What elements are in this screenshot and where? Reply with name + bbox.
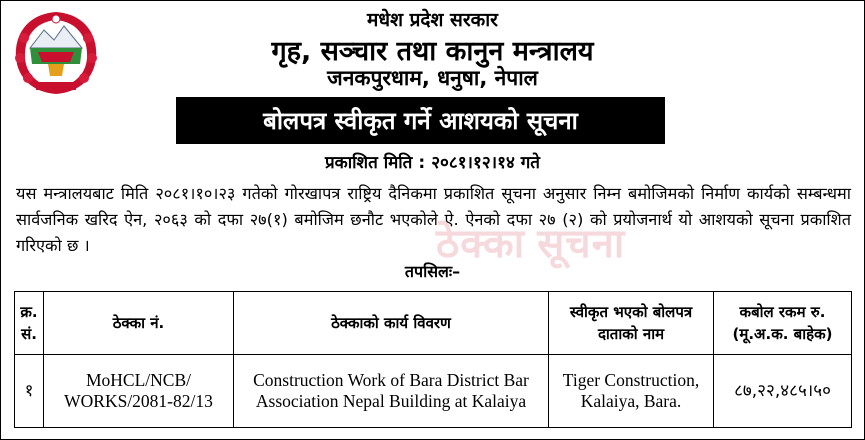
- watermark: ठेक्का सूचना: [436, 222, 626, 266]
- header-contract-no: ठेक्का नं.: [44, 292, 234, 355]
- table-header-row: [15, 292, 852, 355]
- ministry-name: गृह, सञ्चार तथा कानुन मन्त्रालय: [271, 36, 594, 67]
- notice-body: यस मन्त्रालयबाट मिति २०८१।१०।२३ गतेको गोरखापत्र राष्ट्रिय दैनिकमा प्रकाशित सूचना अनुसार निम्न बमोजिमको निर्माण कार्यको सम्बन्धमा सार्वजनिक खरिद ऐन, २०६३ को दफा २७(१) बमोजिम छनौट भएकोले ऐ. ऐनको दफा २७ (२) को प्रयोजनार्थ यो आशयको सूचना प्रकाशित गरिएको छ ।: [16, 184, 851, 255]
- government-name: मधेश प्रदेश सरकार: [367, 9, 498, 31]
- award-table: [14, 291, 852, 428]
- header-amount: कबोल रकम रु. (मू.अ.क. बाहेक): [714, 292, 852, 355]
- published-date: २०८१।१२।१४ गते: [431, 153, 540, 173]
- header-sn: क्र. सं.: [15, 292, 44, 355]
- notice-title-banner: [176, 97, 665, 144]
- details-label: तपसिलः–: [404, 262, 461, 281]
- published-label: प्रकाशित मिति: [325, 153, 413, 173]
- published-date-line: [0, 150, 865, 173]
- published-separator: :: [418, 153, 426, 173]
- cell-contract-no: MoHCL/NCB/ WORKS/2081-82/13: [44, 355, 234, 428]
- header-bidder: स्वीकृत भएको बोलपत्र दाताको नाम: [549, 292, 714, 355]
- cell-sn: १: [15, 355, 44, 428]
- table-row: [15, 355, 852, 428]
- cell-description: Construction Work of Bara District Bar Association Nepal Building at Kalaiya: [234, 355, 549, 428]
- cell-amount: ८७,२२,४८५।५०: [714, 355, 852, 428]
- notice-title: बोलपत्र स्वीकृत गर्ने आशयको सूचना: [263, 107, 578, 135]
- header-description: ठेक्काको कार्य विवरण: [234, 292, 549, 355]
- cell-bidder: Tiger Construction, Kalaiya, Bara.: [549, 355, 714, 428]
- office-address: जनकपुरधाम, धनुषा, नेपाल: [327, 66, 538, 90]
